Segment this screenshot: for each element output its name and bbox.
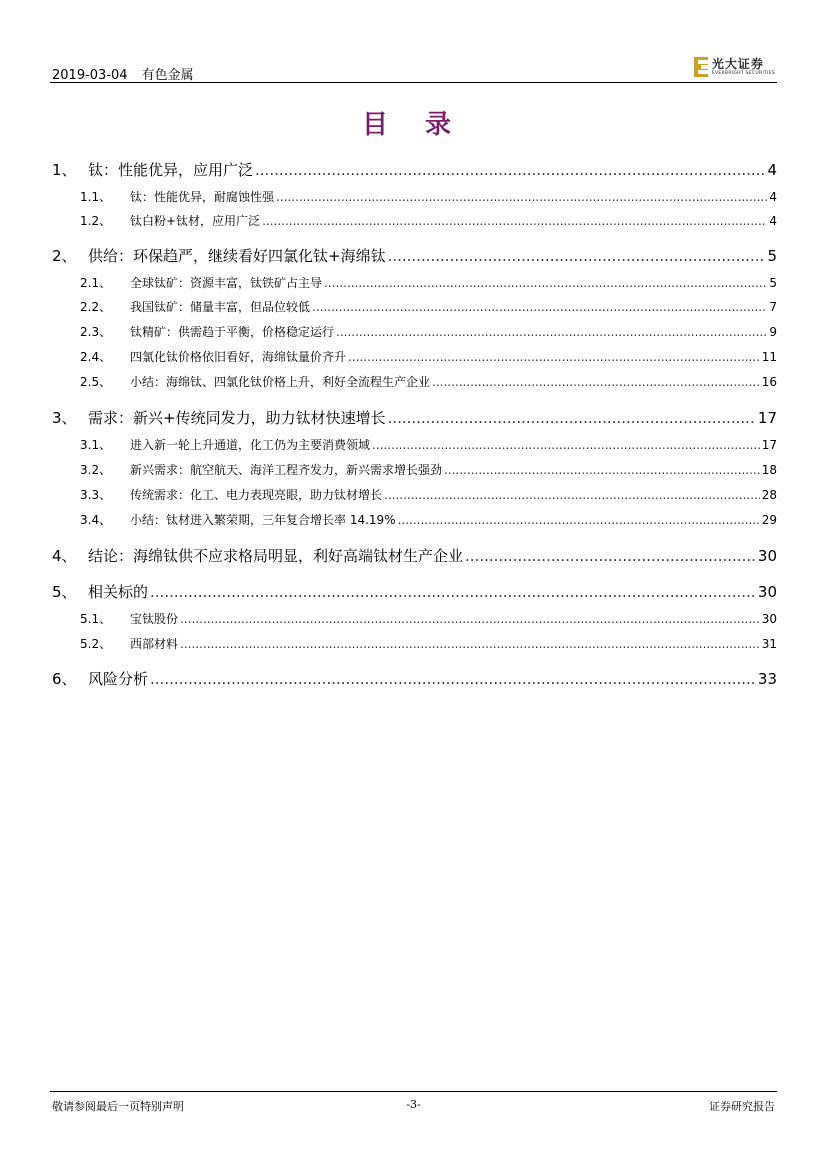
report-date: 2019-03-04 (52, 68, 128, 83)
toc-entry-2-2[interactable]: 2.2、 我国钛矿：储量丰富，但品位较低 ..... 7 (50, 298, 777, 314)
page-footer (50, 1091, 777, 1116)
toc-entry-2-5[interactable]: 2.5、 小结：海绵钛、四氯化钛价格上升，利好全流程生产企业 ..... 16 (50, 373, 777, 389)
everbright-logo (694, 56, 775, 78)
toc-entry-3-1[interactable]: 3.1、 进入新一轮上升通道，化工仍为主要消费领域 ..... 17 (50, 436, 777, 452)
toc-entry-5-1[interactable]: 5.1、 宝钛股份 ..... 30 (50, 610, 777, 626)
toc-entry-4[interactable]: 4、 结论：海绵钛供不应求格局明显，利好高端钛材生产企业 ..... 30 (50, 545, 777, 565)
page-header (50, 56, 777, 83)
toc-title: 目 录 (361, 110, 466, 140)
toc-entry-5-2[interactable]: 5.2、 西部材料 ..... 31 (50, 635, 777, 651)
toc-entry-2-4[interactable]: 2.4、 四氯化钛价格依旧看好，海绵钛量价齐升 ..... 11 (50, 348, 777, 364)
report-type: 证券研究报告 (709, 1100, 775, 1113)
toc-entry-6[interactable]: 6、 风险分析 ..... 33 (50, 668, 777, 688)
toc-entry-1-1[interactable]: 1.1、 钛：性能优异，耐腐蚀性强 ..... 4 (50, 188, 777, 204)
toc-entry-3-3[interactable]: 3.3、 传统需求：化工、电力表现亮眼，助力钛材增长 ..... 28 (50, 486, 777, 502)
logo-english-name: EVERBRIGHT SECURITIES (711, 70, 775, 76)
disclaimer-note: 敬请参阅最后一页特别声明 (52, 1100, 184, 1113)
everbright-logo-icon (694, 57, 708, 77)
page-number: -3- (406, 1098, 421, 1111)
toc-entry-1[interactable]: 1、 钛：性能优异，应用广泛 ..... 4 (50, 159, 777, 179)
toc-entry-5[interactable]: 5、 相关标的 ..... 30 (50, 581, 777, 601)
toc-entry-1-2[interactable]: 1.2、 钛白粉+钛材，应用广泛 ..... 4 (50, 212, 777, 228)
toc-entry-3-2[interactable]: 3.2、 新兴需求：航空航天、海洋工程齐发力，新兴需求增长强劲 ..... 18 (50, 461, 777, 477)
logo-chinese-name: 光大证券 (711, 56, 764, 71)
toc-entry-3[interactable]: 3、 需求：新兴+传统同发力，助力钛材快速增长 ..... 17 (50, 407, 777, 427)
toc-entry-2[interactable]: 2、 供给：环保趋严，继续看好四氯化钛+海绵钛 ..... 5 (50, 245, 777, 265)
header-meta (52, 64, 208, 83)
toc-entry-2-3[interactable]: 2.3、 钛精矿：供需趋于平衡，价格稳定运行 ..... 9 (50, 323, 777, 339)
toc-entry-2-1[interactable]: 2.1、 全球钛矿：资源丰富，钛铁矿占主导 ..... 5 (50, 274, 777, 290)
toc-entry-3-4[interactable]: 3.4、 小结：钛材进入繁荣期，三年复合增长率 14.19% ..... 29 (50, 511, 777, 527)
industry-label: 有色金属 (141, 68, 194, 83)
